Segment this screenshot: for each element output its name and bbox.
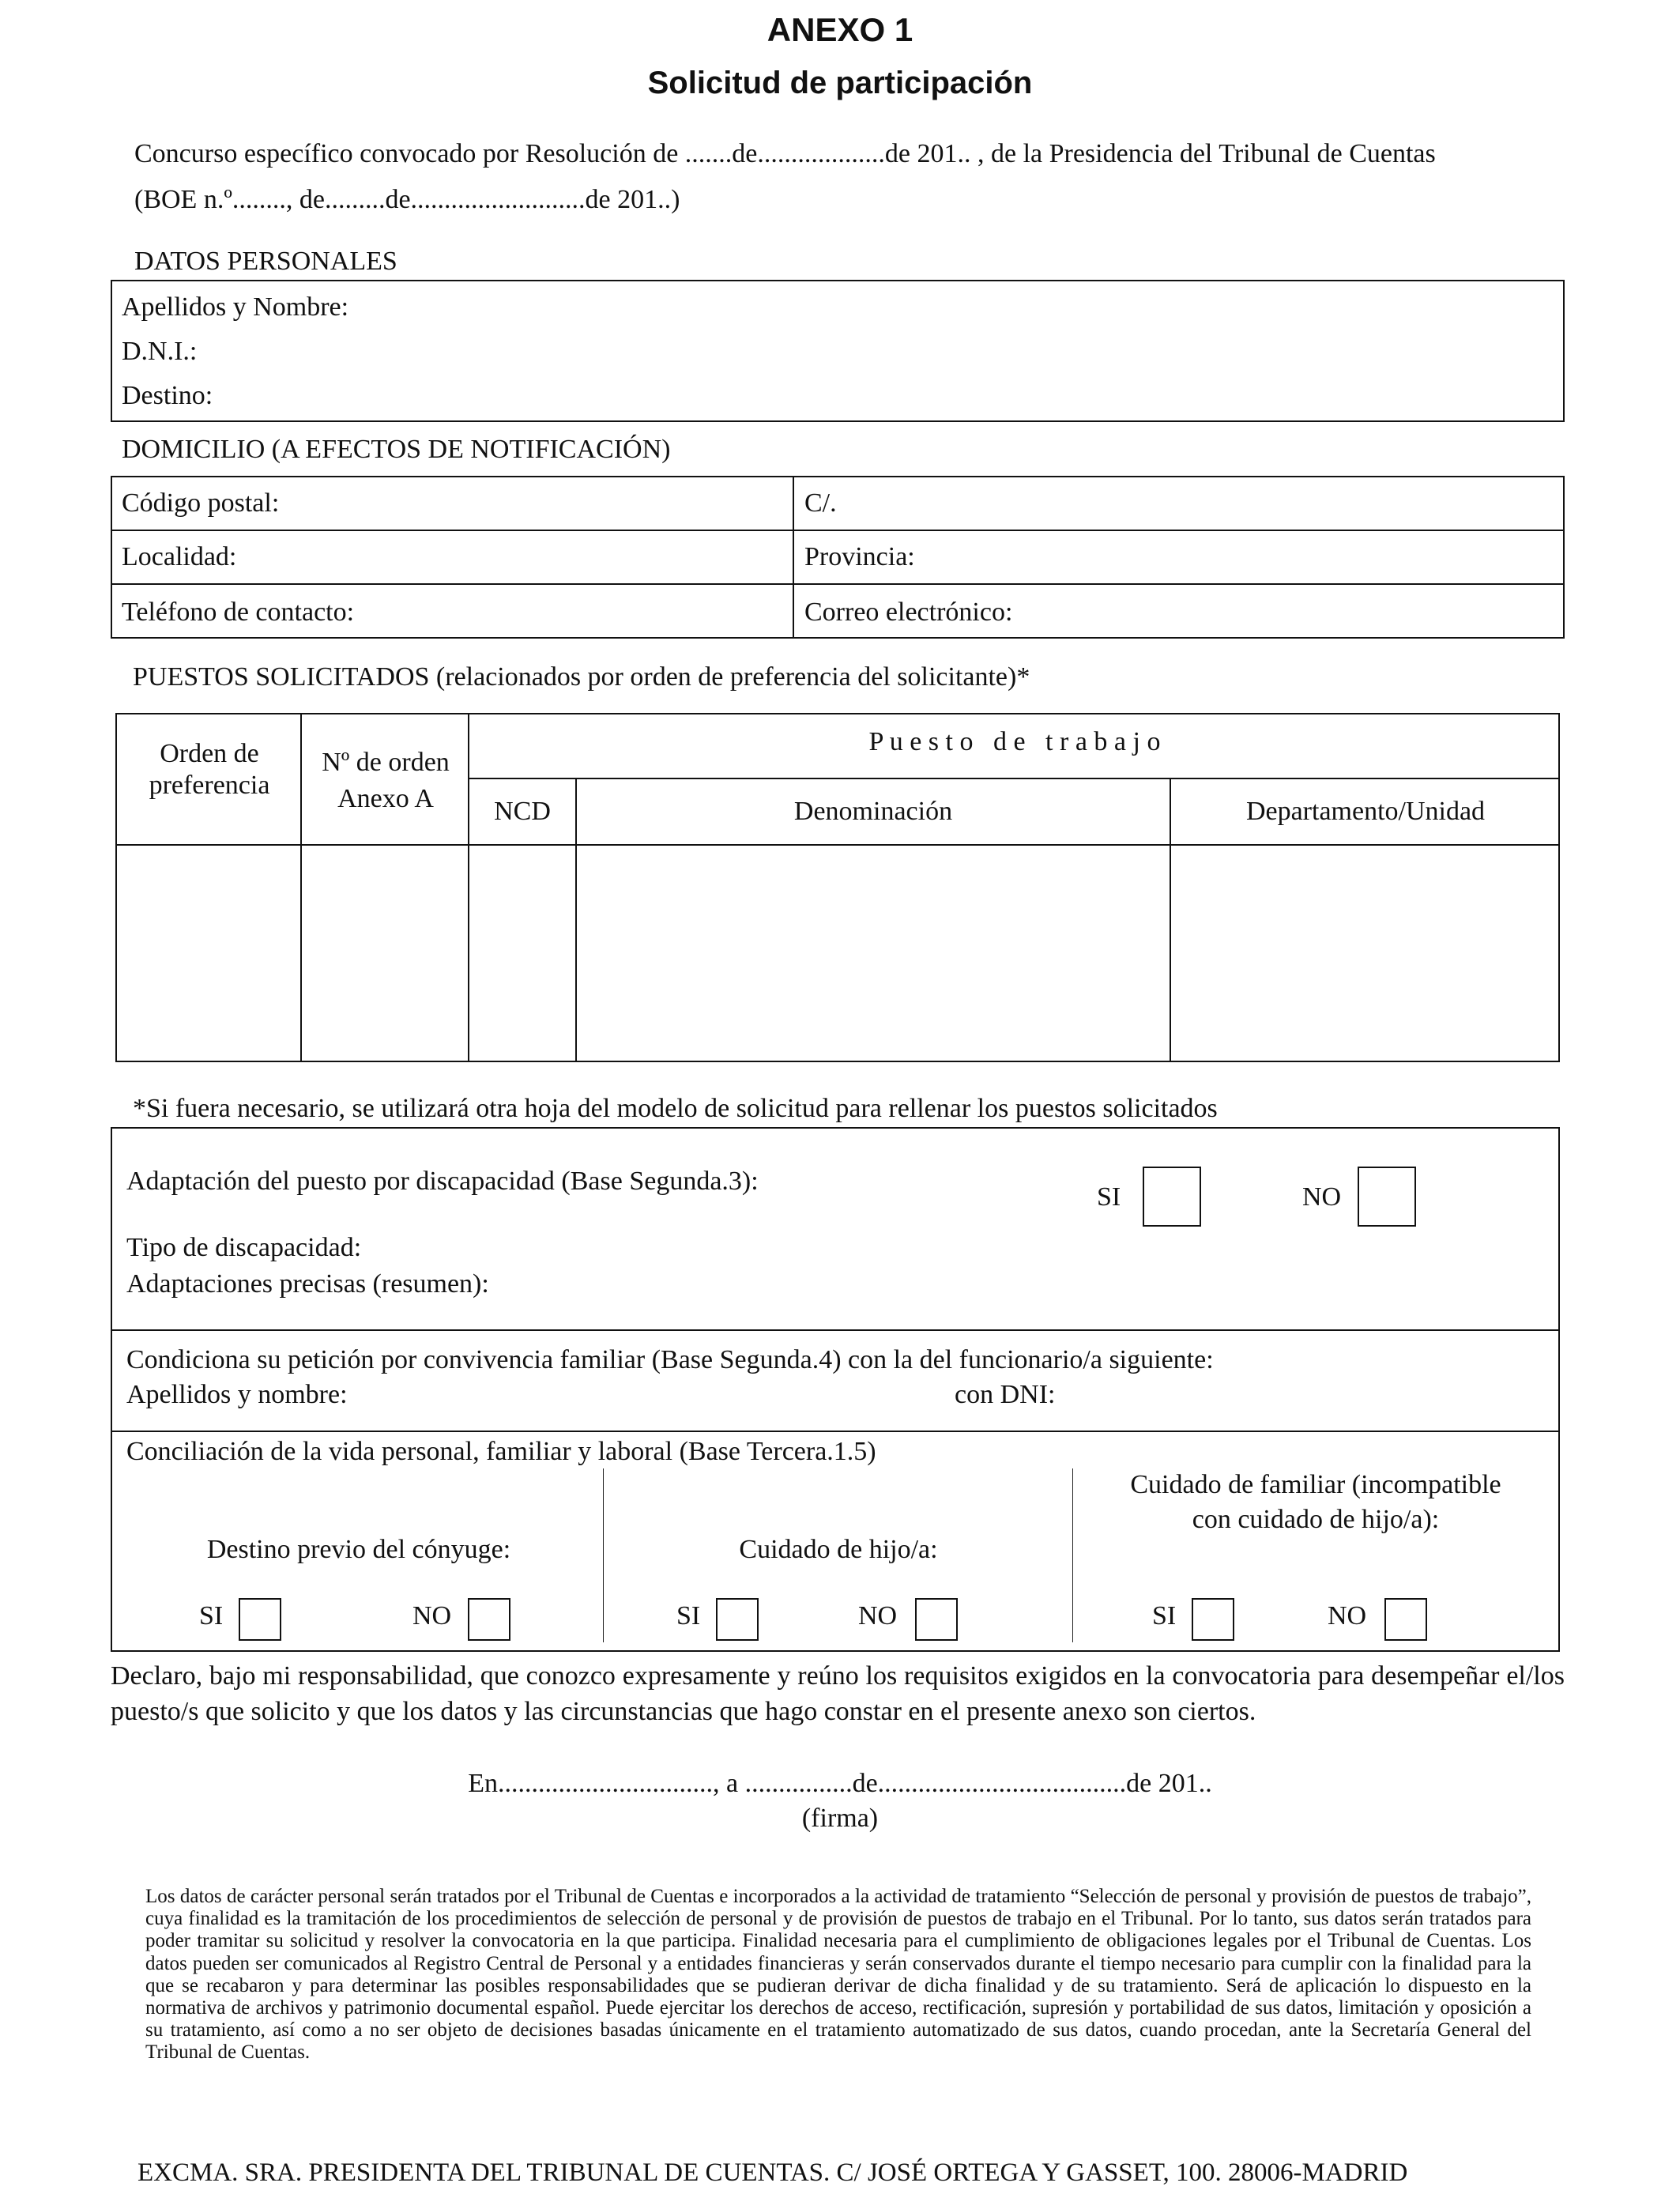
spouse-no-label: NO	[412, 1601, 452, 1630]
intro-line-1: Concurso específico convocado por Resolución de .......de...................de 201.. , de la Presidencia del Tribunal de Cuentas	[134, 139, 1436, 168]
child-no-checkbox[interactable]	[915, 1598, 958, 1641]
address-col-divider	[793, 476, 794, 639]
col-dept-header: Departamento/Unidad	[1245, 797, 1486, 826]
address-heading: DOMICILIO (A EFECTOS DE NOTIFICACIÓN)	[122, 435, 671, 464]
spouse-si-label: SI	[199, 1601, 224, 1630]
col-name-header: Denominación	[793, 797, 953, 826]
positions-entry-row[interactable]	[117, 846, 1558, 1061]
family-si-label: SI	[1152, 1601, 1177, 1630]
dni-field[interactable]: D.N.I.:	[122, 337, 198, 366]
child-care-label: Cuidado de hijo/a:	[739, 1535, 938, 1564]
full-name-field[interactable]: Apellidos y Nombre:	[122, 292, 349, 322]
options-divider	[111, 1329, 1560, 1331]
intro-line-2: (BOE n.º........, de.........de..........................de 201..)	[134, 185, 680, 214]
locality-field[interactable]: Localidad:	[122, 542, 237, 571]
adaptation-si-checkbox[interactable]	[1143, 1167, 1201, 1227]
child-no-label: NO	[858, 1601, 898, 1630]
place-date-field[interactable]: En................................, a ................de.....................................de 201..	[468, 1769, 1212, 1798]
positions-group-divider	[468, 778, 1560, 779]
address-row-divider	[111, 530, 1565, 531]
disability-type-field[interactable]: Tipo de discapacidad:	[126, 1233, 362, 1262]
family-no-checkbox[interactable]	[1384, 1598, 1427, 1641]
adaptation-si-label: SI	[1097, 1182, 1121, 1212]
spouse-si-checkbox[interactable]	[239, 1598, 281, 1641]
col-order-header: Orden de preferencia	[149, 739, 270, 800]
child-si-label: SI	[676, 1601, 701, 1630]
phone-field[interactable]: Teléfono de contacto:	[122, 598, 355, 627]
postal-code-field[interactable]: Código postal:	[122, 488, 280, 518]
cohabitation-dni-field[interactable]: con DNI:	[955, 1380, 1056, 1409]
email-field[interactable]: Correo electrónico:	[804, 598, 1013, 627]
adaptation-needs-field[interactable]: Adaptaciones precisas (resumen):	[126, 1269, 489, 1299]
province-field[interactable]: Provincia:	[804, 542, 915, 571]
adaptation-no-checkbox[interactable]	[1358, 1167, 1416, 1227]
family-no-label: NO	[1328, 1601, 1367, 1630]
job-position-group-header: P u e s t o d e t r a b a j o	[868, 727, 1161, 756]
declaration-text: Declaro, bajo mi responsabilidad, que conozco expresamente y reúno los requisitos exigidos en la convocatoria para desempeñar el/los puesto/s que solicito y que los datos y las circunstancias que hago constar en el presente anexo son ciertos.	[111, 1661, 1565, 1726]
destination-field[interactable]: Destino:	[122, 381, 213, 410]
child-si-checkbox[interactable]	[716, 1598, 759, 1641]
positions-footnote: *Si fuera necesario, se utilizará otra hoja del modelo de solicitud para rellenar los puestos solicitados	[133, 1094, 1218, 1123]
footer-address: EXCMA. SRA. PRESIDENTA DEL TRIBUNAL DE CUENTAS. C/ JOSÉ ORTEGA Y GASSET, 100. 28006-MADRID	[137, 2158, 1408, 2187]
spouse-no-checkbox[interactable]	[468, 1598, 510, 1641]
page-title: Solicitud de participación	[647, 66, 1033, 100]
street-field[interactable]: C/.	[804, 488, 837, 518]
adaptation-no-label: NO	[1302, 1182, 1342, 1212]
privacy-notice: Los datos de carácter personal serán tratados por el Tribunal de Cuentas e incorporados a la actividad de tratamiento “Selección de personal y provisión de puestos de trabajo”, cuya finalidad es la tramitación de los procedimientos de selección de personal y de provisión de puestos de trabajo en el Tribunal. Por lo tanto, sus datos serán tratados para poder tramitar su solicitud y resolver la convocatoria en la que participa. Finalidad necesaria para el cumplimiento de obligaciones legales por el Tribunal de Cuentas. Los datos pueden ser comunicados al Registro Central de Personal y a entidades financieras y serán conservados durante el tiempo necesario para cumplir con la finalidad para la que se recabaron y para determinar las posibles responsabilidades que se pudieran derivar de dicha finalidad y de su tratamiento. Será de aplicación lo dispuesto en la normativa de archivos y patrimonio documental español. Puede ejercitar los derechos de acceso, rectificación, supresión y portabilidad de sus datos, limitación y oposición a su tratamiento, así como a no ser objeto de decisiones basadas únicamente en el tratamiento automatizado de sus datos, cuando procedan, ante la Secretaría General del Tribunal de Cuentas.	[145, 1886, 1531, 2064]
positions-heading: PUESTOS SOLICITADOS (relacionados por orden de preferencia del solicitante)*	[133, 662, 1030, 692]
col-ncd-header: NCD	[494, 797, 551, 826]
cohabitation-name-field[interactable]: Apellidos y nombre:	[126, 1380, 348, 1409]
conciliation-heading: Conciliación de la vida personal, familiar y laboral (Base Tercera.1.5)	[126, 1437, 876, 1466]
family-care-label-2: con cuidado de hijo/a):	[1192, 1505, 1440, 1534]
family-care-label-1: Cuidado de familiar (incompatible	[1130, 1470, 1501, 1499]
spouse-destination-label: Destino previo del cónyuge:	[206, 1535, 511, 1564]
annex-title: ANEXO 1	[767, 11, 913, 48]
address-row-divider	[111, 583, 1565, 585]
family-si-checkbox[interactable]	[1192, 1598, 1234, 1641]
signature-label: (firma)	[801, 1804, 879, 1833]
col-annex-header: Nº de orden Anexo A	[322, 748, 450, 813]
cohabitation-label: Condiciona su petición por convivencia familiar (Base Segunda.4) con la del funcionario/a siguiente:	[126, 1345, 1214, 1374]
personal-data-heading: DATOS PERSONALES	[134, 247, 397, 276]
options-divider	[111, 1431, 1560, 1432]
disability-adaptation-label: Adaptación del puesto por discapacidad (Base Segunda.3):	[126, 1167, 759, 1196]
